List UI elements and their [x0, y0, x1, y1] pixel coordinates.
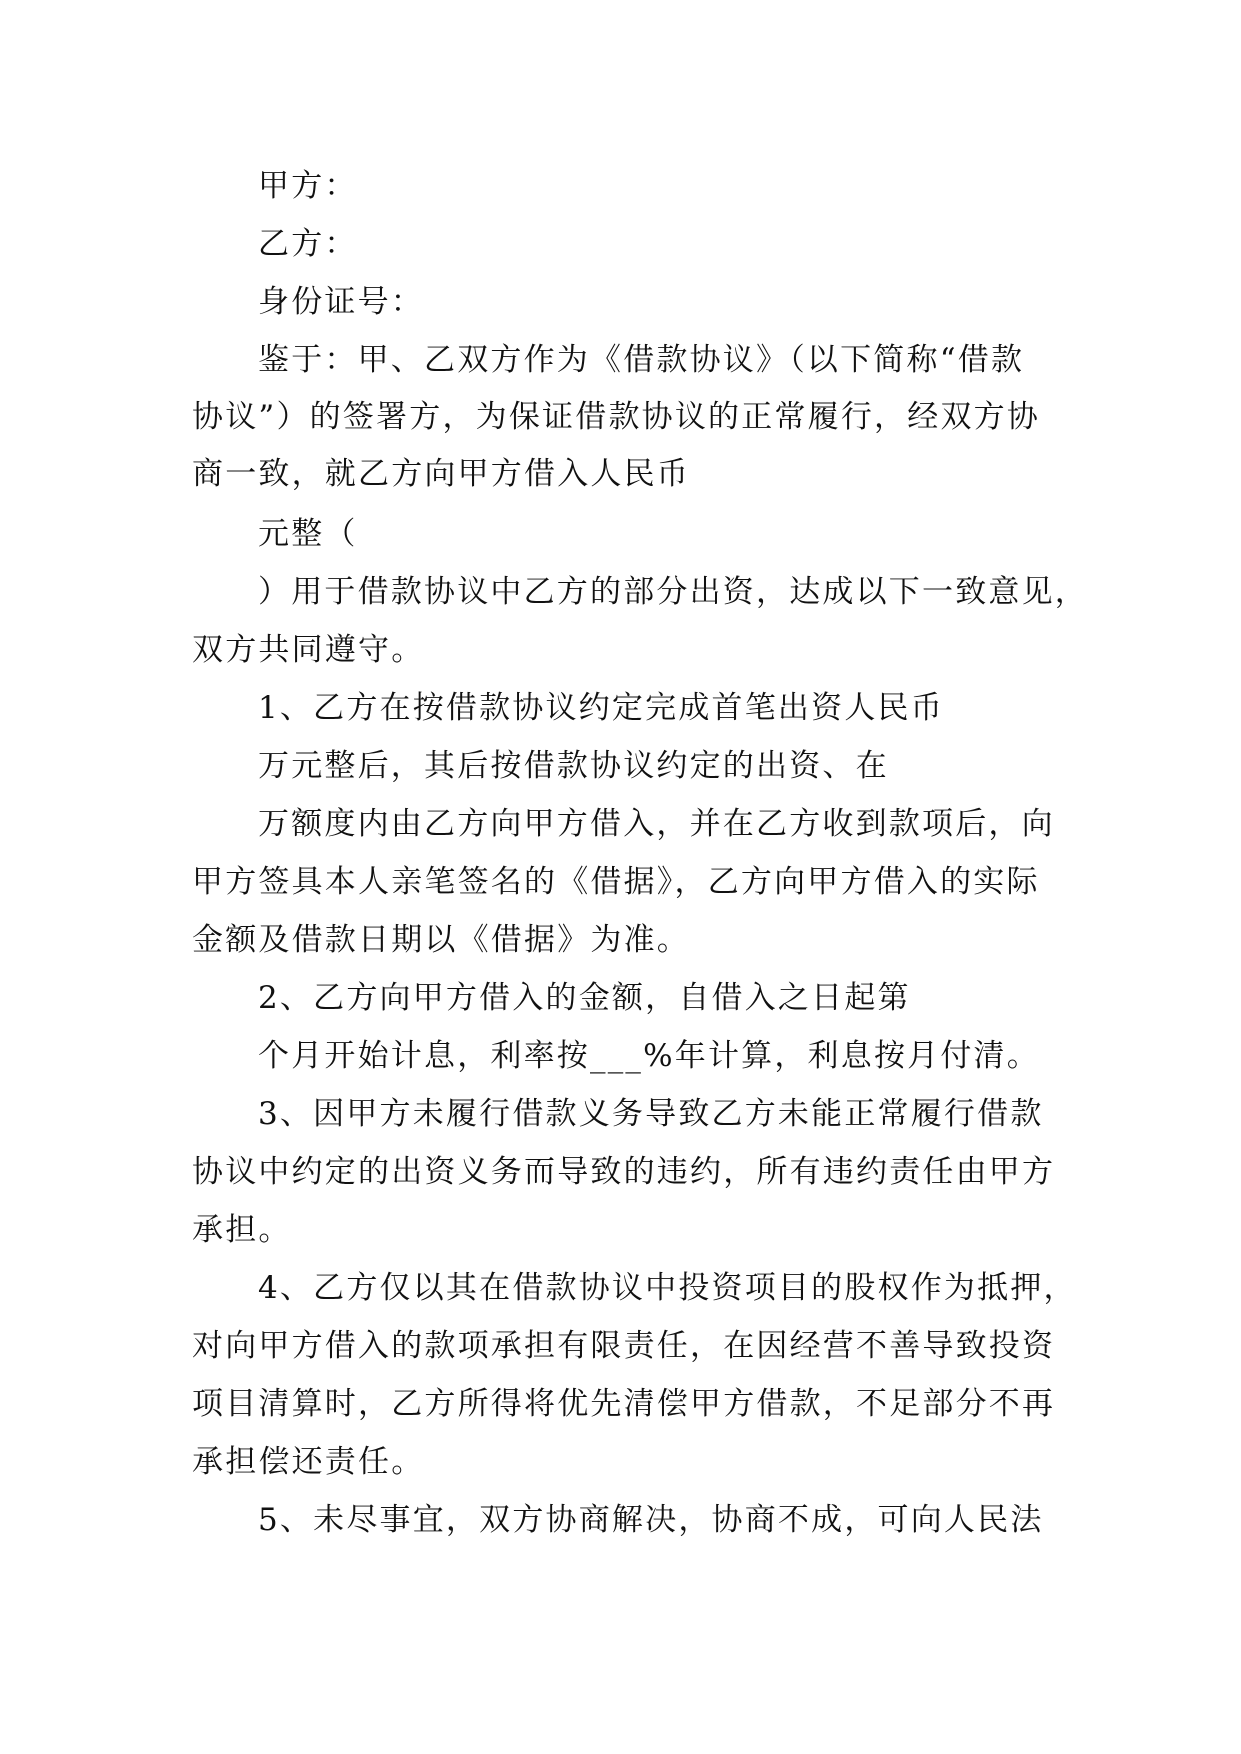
purpose-line-1: ）用于借款协议中乙方的部分出资，达成以下一致意见， [258, 574, 1088, 610]
clause-4-line-4: 承担偿还责任。 [192, 1444, 425, 1480]
clause-3-line-3: 承担。 [192, 1212, 292, 1248]
clause-3-line-2: 协议中约定的出资义务而导致的违约，所有违约责任由甲方 [192, 1154, 1056, 1190]
preamble-line-1: 鉴于：甲、乙双方作为《借款协议》（以下简称“借款 [258, 342, 1025, 378]
amount-line: 元整（ [258, 516, 358, 552]
party-b-label: 乙方： [258, 226, 358, 262]
preamble-line-2: 协议”）的签署方，为保证借款协议的正常履行，经双方协 [192, 399, 1041, 435]
clause-2-line-2: 个月开始计息，利率按___%年计算，利息按月付清。 [258, 1038, 1040, 1074]
clause-2-line-1: 2、乙方向甲方借入的金额，自借入之日起第 [258, 980, 911, 1016]
id-number-label: 身份证号： [258, 284, 424, 320]
clause-5-line-1: 5、未尽事宜，双方协商解决，协商不成，可向人民法 [258, 1502, 1044, 1538]
clause-1-line-4: 甲方签具本人亲笔签名的《借据》，乙方向甲方借入的实际 [192, 864, 1040, 900]
clause-3-line-1: 3、因甲方未履行借款义务导致乙方未能正常履行借款 [258, 1096, 1044, 1132]
clause-1-line-3: 万额度内由乙方向甲方借入，并在乙方收到款项后，向 [258, 806, 1055, 842]
clause-4-line-1: 4、乙方仅以其在借款协议中投资项目的股权作为抵押， [258, 1270, 1077, 1306]
clause-1-line-2: 万元整后，其后按借款协议约定的出资、在 [258, 748, 889, 784]
purpose-line-2: 双方共同遵守。 [192, 632, 425, 668]
clause-1-line-5: 金额及借款日期以《借据》为准。 [192, 922, 690, 958]
clause-4-line-3: 项目清算时，乙方所得将优先清偿甲方借款，不足部分不再 [192, 1386, 1056, 1422]
party-a-label: 甲方： [258, 168, 358, 204]
preamble-line-3: 商一致，就乙方向甲方借入人民币 [192, 456, 690, 492]
clause-4-line-2: 对向甲方借入的款项承担有限责任，在因经营不善导致投资 [192, 1328, 1056, 1364]
clause-1-line-1: 1、乙方在按借款协议约定完成首笔出资人民币 [258, 690, 944, 726]
